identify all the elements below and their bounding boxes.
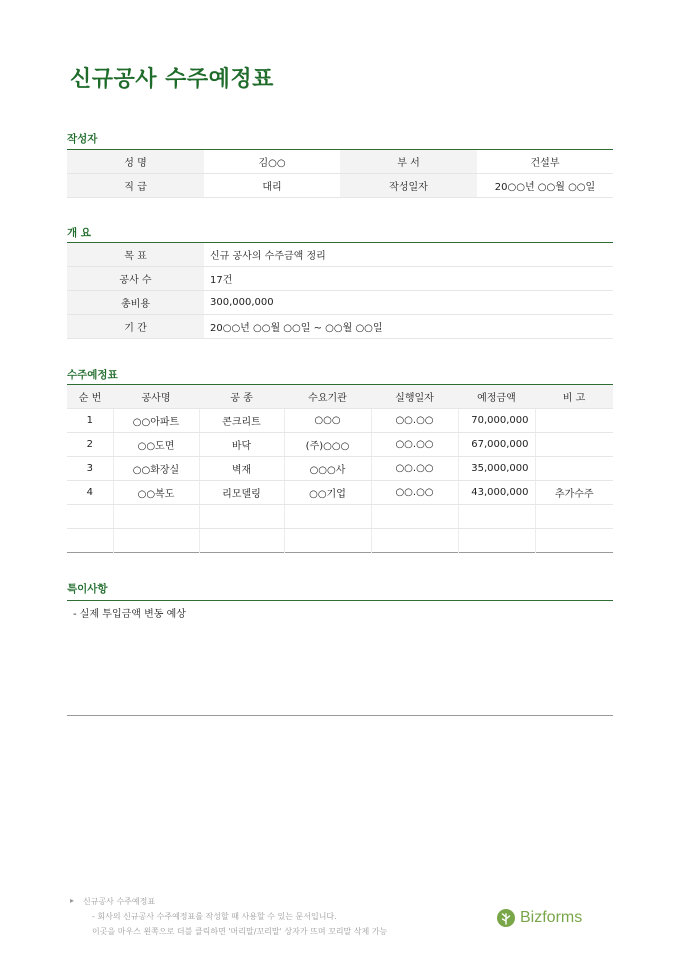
cell-amount[interactable]: 70,000,000 [458, 409, 535, 433]
table-row [67, 529, 613, 553]
bizforms-logo [496, 908, 582, 928]
cell-project[interactable] [113, 529, 199, 553]
cell-agency[interactable]: ○○○사 [284, 457, 371, 481]
period-value[interactable]: 20○○년 ○○월 ○○일 ~ ○○월 ○○일 [204, 315, 613, 339]
logo-text: Bizforms [520, 909, 583, 926]
table-row [67, 457, 613, 481]
goal-label: 목 표 [67, 243, 204, 267]
cell-type[interactable]: 바닥 [199, 433, 284, 457]
position-value[interactable]: 대리 [204, 174, 340, 198]
table-row [67, 433, 613, 457]
footer-marker-icon: ▸ [70, 896, 75, 905]
footer-title: 신규공사 수주예정표 [83, 897, 156, 906]
cell-number[interactable] [67, 529, 113, 553]
cell-date[interactable]: ○○.○○ [371, 409, 458, 433]
cell-date[interactable]: ○○.○○ [371, 433, 458, 457]
table-row [67, 481, 613, 505]
notes-box[interactable] [67, 600, 613, 716]
overview-row [67, 267, 613, 291]
cell-number[interactable]: 1 [67, 409, 113, 433]
cell-agency[interactable]: ○○○ [284, 409, 371, 433]
col-type-header: 공 종 [199, 385, 284, 409]
author-table [67, 149, 613, 198]
name-value[interactable]: 김○○ [204, 150, 340, 174]
author-section-heading: 작성자 [67, 133, 98, 145]
overview-section-heading: 개 요 [67, 227, 91, 239]
cell-project[interactable]: ○○화장실 [113, 457, 199, 481]
cell-agency[interactable] [284, 529, 371, 553]
project-count-value[interactable]: 17건 [204, 267, 613, 291]
cell-type[interactable]: 리모델링 [199, 481, 284, 505]
cell-date[interactable] [371, 529, 458, 553]
cell-project[interactable]: ○○복도 [113, 481, 199, 505]
cell-amount[interactable]: 43,000,000 [458, 481, 535, 505]
footer-header-footer-hint[interactable]: 이곳을 마우스 왼쪽으로 더블 클릭하면 '머리말/꼬리말' 상자가 뜨며 꼬리말 삭제 가능 [92, 927, 388, 936]
overview-row [67, 291, 613, 315]
cell-remarks[interactable] [535, 409, 613, 433]
overview-row [67, 243, 613, 267]
cell-remarks[interactable] [535, 505, 613, 529]
goal-value[interactable]: 신규 공사의 수주금액 정리 [204, 243, 613, 267]
cell-amount[interactable]: 67,000,000 [458, 433, 535, 457]
cell-agency[interactable] [284, 505, 371, 529]
cell-agency[interactable]: ○○기업 [284, 481, 371, 505]
cell-remarks[interactable] [535, 433, 613, 457]
col-project-header: 공사명 [113, 385, 199, 409]
cell-type[interactable]: 벽재 [199, 457, 284, 481]
orders-header-row [67, 385, 613, 409]
cell-number[interactable] [67, 505, 113, 529]
cell-amount[interactable] [458, 505, 535, 529]
leaf-icon [496, 908, 516, 928]
author-row [67, 150, 613, 174]
overview-row [67, 315, 613, 339]
cell-date[interactable]: ○○.○○ [371, 457, 458, 481]
document-title: 신규공사 수주예정표 [70, 67, 274, 92]
col-amount-header: 예정금액 [458, 385, 535, 409]
total-cost-value[interactable]: 300,000,000 [204, 291, 613, 315]
cell-date[interactable]: ○○.○○ [371, 481, 458, 505]
table-row [67, 505, 613, 529]
project-count-label: 공사 수 [67, 267, 204, 291]
cell-type[interactable]: 콘크리트 [199, 409, 284, 433]
cell-project[interactable] [113, 505, 199, 529]
cell-number[interactable]: 4 [67, 481, 113, 505]
cell-number[interactable]: 2 [67, 433, 113, 457]
notes-text: - 실제 투입금액 변동 예상 [73, 609, 186, 620]
cell-type[interactable] [199, 505, 284, 529]
author-row [67, 174, 613, 198]
department-value[interactable]: 건설부 [477, 150, 613, 174]
table-row [67, 409, 613, 433]
overview-table [67, 242, 613, 339]
cell-project[interactable]: ○○도면 [113, 433, 199, 457]
cell-project[interactable]: ○○아파트 [113, 409, 199, 433]
cell-amount[interactable]: 35,000,000 [458, 457, 535, 481]
col-number-header: 순 번 [67, 385, 113, 409]
notes-section-heading: 특이사항 [67, 583, 108, 595]
cell-number[interactable]: 3 [67, 457, 113, 481]
date-value[interactable]: 20○○년 ○○월 ○○일 [477, 174, 613, 198]
total-cost-label: 총비용 [67, 291, 204, 315]
cell-type[interactable] [199, 529, 284, 553]
cell-amount[interactable] [458, 529, 535, 553]
cell-remarks[interactable] [535, 529, 613, 553]
date-label: 작성일자 [340, 174, 477, 198]
col-agency-header: 수요기관 [284, 385, 371, 409]
name-label: 성 명 [67, 150, 204, 174]
department-label: 부 서 [340, 150, 477, 174]
orders-table [67, 384, 613, 553]
cell-remarks[interactable]: 추가수주 [535, 481, 613, 505]
col-remarks-header: 비 고 [535, 385, 613, 409]
cell-agency[interactable]: (주)○○○ [284, 433, 371, 457]
cell-remarks[interactable] [535, 457, 613, 481]
period-label: 기 간 [67, 315, 204, 339]
position-label: 직 급 [67, 174, 204, 198]
col-date-header: 실행일자 [371, 385, 458, 409]
footer-description: - 회사의 신규공사 수주예정표를 작성할 때 사용할 수 있는 문서입니다. [92, 912, 337, 921]
orders-section-heading: 수주예정표 [67, 369, 118, 381]
cell-date[interactable] [371, 505, 458, 529]
